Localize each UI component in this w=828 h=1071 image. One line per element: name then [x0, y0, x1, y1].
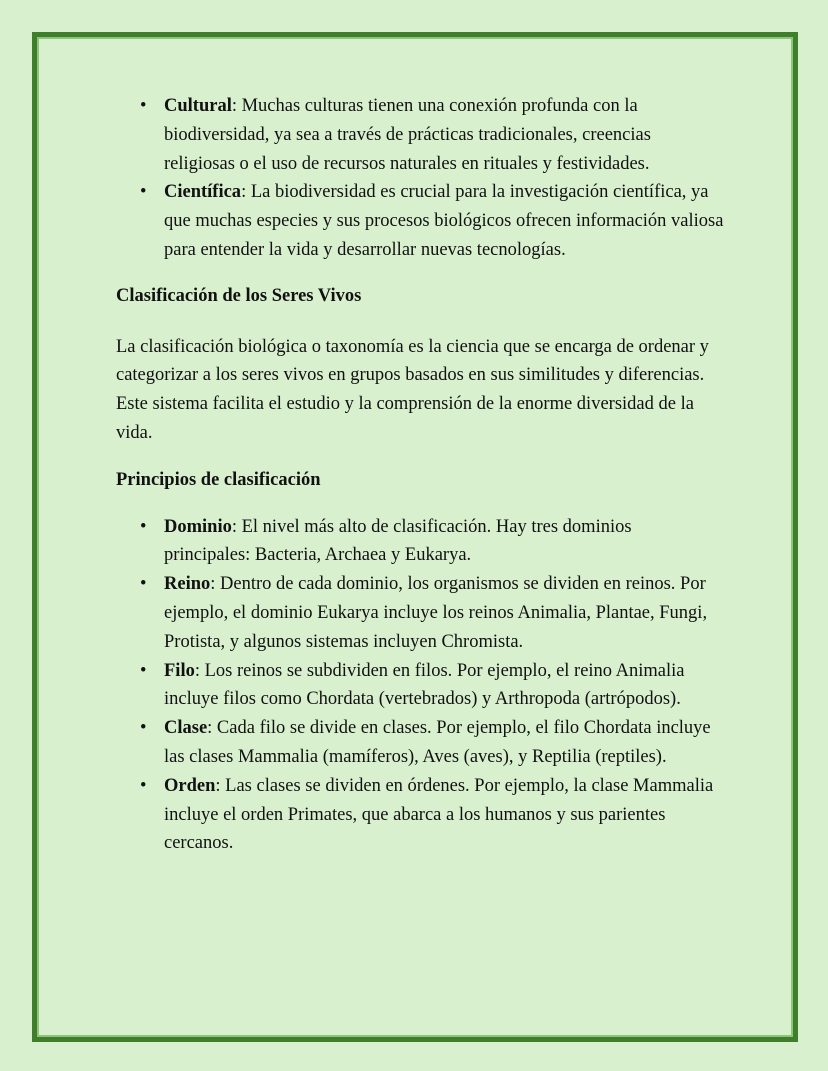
values-list	[116, 92, 724, 265]
item-label: Cultural	[164, 96, 232, 116]
classification-list	[116, 513, 716, 859]
paragraph: La clasificación biológica o taxonomía es la ciencia que se encarga de ordenar y categorizar a los seres vivos en grupos basados en sus similitudes y diferencias. Este sistema facilita el estudio y la comprensión de la enorme diversidad de la vida.	[116, 336, 709, 443]
item-label: Filo	[164, 660, 195, 681]
list-item	[116, 570, 716, 656]
list-item	[116, 92, 716, 178]
list-item	[116, 657, 716, 715]
list-item	[116, 772, 716, 858]
list-item	[116, 513, 716, 571]
list-item	[116, 714, 716, 772]
document-content	[116, 92, 724, 858]
item-text: : Muchas culturas tienen una conexión profunda con la biodiversidad, ya sea a través de prácticas tradicionales, creencias religiosas o el uso de recursos naturales en rituales y festividades.	[164, 96, 651, 174]
item-text: : Los reinos se subdividen en filos. Por ejemplo, el reino Animalia incluye filos como Chordata (vertebrados) y Arthropoda (artrópodos).	[164, 660, 685, 710]
list-item	[116, 178, 724, 264]
item-label: Dominio	[164, 516, 232, 537]
item-label: Reino	[164, 574, 211, 595]
section-heading: Clasificación de los Seres Vivos	[116, 285, 362, 306]
item-label: Científica	[164, 182, 242, 203]
section-heading: Principios de clasificación	[116, 469, 321, 490]
item-text: : La biodiversidad es crucial para la investigación científica, ya que muchas especies y sus procesos biológicos ofrecen información valiosa para entender la vida y desarrollar nuevas tecnologías.	[164, 182, 724, 260]
item-text: : Cada filo se divide en clases. Por ejemplo, el filo Chordata incluye las clases Mammalia (mamíferos), Aves (aves), y Reptilia (reptiles).	[164, 718, 711, 767]
item-text: : El nivel más alto de clasificación. Hay tres dominios principales: Bacteria, Archaea y Eukarya.	[164, 516, 632, 566]
item-label: Clase	[164, 718, 208, 739]
item-text: : Las clases se dividen en órdenes. Por ejemplo, la clase Mammalia incluye el orden Primates, que abarca a los humanos y sus parientes cercanos.	[164, 775, 714, 854]
item-label: Orden	[164, 775, 216, 796]
item-text: : Dentro de cada dominio, los organismos se dividen en reinos. Por ejemplo, el dominio Eukarya incluye los reinos Animalia, Plantae, Fungi, Protista, y algunos sistemas incluyen Chromista.	[164, 574, 708, 652]
